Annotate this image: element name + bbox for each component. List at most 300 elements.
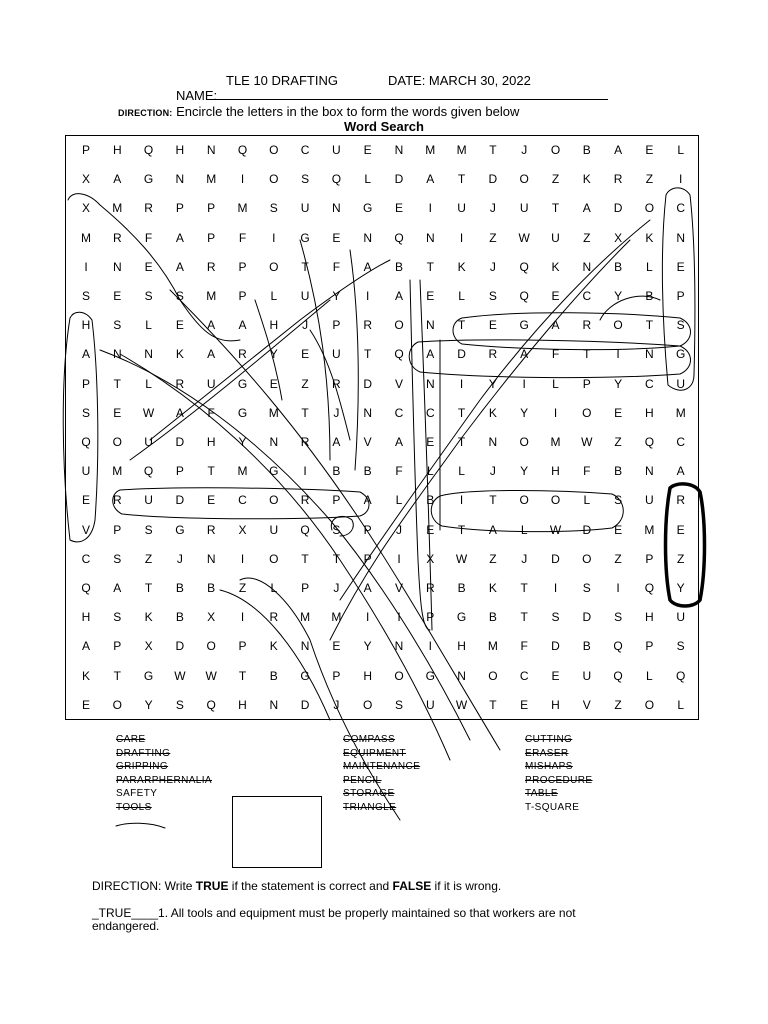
grid-letter[interactable]: R bbox=[269, 610, 279, 625]
grid-letter[interactable]: V bbox=[394, 581, 403, 595]
grid-letter[interactable]: J bbox=[489, 464, 496, 479]
grid-letter[interactable]: M bbox=[206, 172, 217, 187]
grid-letter[interactable]: K bbox=[582, 172, 591, 187]
grid-letter[interactable]: P bbox=[332, 493, 341, 508]
grid-letter[interactable]: W bbox=[205, 668, 217, 683]
grid-letter[interactable]: C bbox=[519, 668, 529, 683]
grid-letter[interactable]: Z bbox=[614, 435, 622, 449]
grid-letter[interactable]: P bbox=[238, 259, 247, 274]
grid-letter[interactable]: X bbox=[614, 230, 623, 245]
grid-letter[interactable]: R bbox=[676, 493, 686, 508]
grid-letter[interactable]: F bbox=[583, 464, 591, 479]
grid-letter[interactable]: E bbox=[81, 697, 90, 712]
grid-letter[interactable]: P bbox=[81, 376, 90, 391]
grid-letter[interactable]: B bbox=[207, 581, 216, 595]
grid-letter[interactable]: P bbox=[238, 639, 247, 654]
grid-letter[interactable]: T bbox=[457, 172, 466, 187]
grid-letter[interactable]: T bbox=[583, 347, 591, 362]
grid-letter[interactable]: E bbox=[332, 639, 341, 654]
grid-letter[interactable]: U bbox=[332, 143, 341, 157]
grid-letter[interactable]: N bbox=[269, 435, 279, 449]
grid-letter[interactable]: L bbox=[364, 172, 372, 187]
grid-letter[interactable]: R bbox=[300, 493, 310, 508]
grid-letter[interactable]: S bbox=[488, 289, 497, 303]
grid-letter[interactable]: O bbox=[269, 143, 279, 157]
grid-letter[interactable]: Z bbox=[301, 376, 309, 391]
grid-letter[interactable]: M bbox=[425, 143, 436, 157]
grid-letter[interactable]: Z bbox=[489, 551, 497, 566]
grid-letter[interactable]: O bbox=[613, 318, 623, 333]
grid-letter[interactable]: U bbox=[144, 435, 153, 449]
grid-letter[interactable]: F bbox=[395, 464, 403, 479]
grid-letter[interactable]: C bbox=[394, 405, 404, 420]
grid-letter[interactable]: Y bbox=[238, 435, 247, 449]
grid-letter[interactable]: J bbox=[333, 581, 340, 595]
grid-letter[interactable]: A bbox=[175, 230, 184, 245]
grid-letter[interactable]: K bbox=[488, 405, 497, 420]
grid-letter[interactable]: W bbox=[518, 230, 530, 245]
grid-letter[interactable]: Q bbox=[300, 522, 310, 537]
grid-letter[interactable]: O bbox=[206, 639, 216, 654]
grid-letter[interactable]: S bbox=[81, 405, 90, 420]
grid-letter[interactable]: H bbox=[238, 697, 247, 712]
grid-letter[interactable]: Q bbox=[237, 143, 248, 157]
grid-letter[interactable]: L bbox=[270, 289, 278, 303]
grid-letter[interactable]: K bbox=[551, 259, 560, 274]
grid-letter[interactable]: B bbox=[175, 581, 184, 595]
grid-letter[interactable]: X bbox=[81, 172, 90, 187]
grid-letter[interactable]: M bbox=[456, 143, 467, 157]
grid-letter[interactable]: O bbox=[394, 318, 404, 333]
grid-letter[interactable]: T bbox=[457, 405, 466, 420]
grid-letter[interactable]: C bbox=[582, 289, 592, 303]
grid-letter[interactable]: I bbox=[553, 405, 558, 420]
grid-letter[interactable]: H bbox=[81, 610, 91, 625]
grid-letter[interactable]: O bbox=[112, 435, 122, 449]
grid-letter[interactable]: A bbox=[207, 347, 216, 362]
grid-letter[interactable]: B bbox=[457, 581, 466, 595]
grid-letter[interactable]: W bbox=[174, 668, 186, 683]
grid-letter[interactable]: U bbox=[551, 230, 560, 245]
grid-letter[interactable]: O bbox=[582, 551, 592, 566]
grid-letter[interactable]: H bbox=[112, 143, 122, 157]
grid-letter[interactable]: Y bbox=[520, 405, 529, 420]
grid-letter[interactable]: C bbox=[676, 435, 686, 449]
grid-letter[interactable]: L bbox=[458, 464, 465, 479]
grid-letter[interactable]: J bbox=[521, 143, 528, 157]
grid-letter[interactable]: G bbox=[300, 230, 310, 245]
grid-letter[interactable]: T bbox=[301, 259, 309, 274]
grid-letter[interactable]: D bbox=[551, 551, 560, 566]
grid-letter[interactable]: O bbox=[488, 668, 498, 683]
grid-letter[interactable]: E bbox=[81, 493, 90, 508]
grid-letter[interactable]: S bbox=[269, 201, 278, 216]
grid-letter[interactable]: H bbox=[175, 143, 185, 157]
grid-letter[interactable]: B bbox=[582, 639, 591, 654]
grid-letter[interactable]: E bbox=[551, 289, 560, 303]
grid-letter[interactable]: E bbox=[207, 493, 216, 508]
grid-letter[interactable]: T bbox=[238, 668, 247, 683]
grid-letter[interactable]: U bbox=[269, 522, 279, 537]
grid-letter[interactable]: D bbox=[175, 493, 185, 508]
grid-letter[interactable]: S bbox=[582, 581, 591, 595]
grid-letter[interactable]: S bbox=[614, 493, 623, 508]
grid-letter[interactable]: U bbox=[645, 493, 654, 508]
grid-letter[interactable]: E bbox=[394, 201, 403, 216]
grid-letter[interactable]: D bbox=[175, 435, 185, 449]
grid-letter[interactable]: T bbox=[520, 581, 528, 595]
grid-letter[interactable]: A bbox=[81, 639, 90, 654]
grid-letter[interactable]: A bbox=[488, 522, 497, 537]
grid-letter[interactable]: N bbox=[206, 551, 216, 566]
grid-letter[interactable]: E bbox=[614, 405, 623, 420]
grid-letter[interactable]: L bbox=[677, 697, 685, 712]
grid-letter[interactable]: U bbox=[519, 201, 529, 216]
grid-letter[interactable]: N bbox=[582, 259, 592, 274]
grid-letter[interactable]: N bbox=[425, 318, 435, 333]
grid-letter[interactable]: M bbox=[112, 201, 123, 216]
grid-letter[interactable]: N bbox=[457, 668, 466, 683]
grid-letter[interactable]: C bbox=[676, 201, 686, 216]
grid-letter[interactable]: V bbox=[394, 376, 403, 391]
grid-letter[interactable]: N bbox=[206, 143, 216, 157]
grid-letter[interactable]: F bbox=[238, 230, 247, 245]
grid-letter[interactable]: U bbox=[300, 201, 310, 216]
grid-letter[interactable]: T bbox=[457, 522, 466, 537]
grid-letter[interactable]: M bbox=[550, 435, 561, 449]
grid-letter[interactable]: U bbox=[425, 697, 435, 712]
grid-letter[interactable]: F bbox=[520, 639, 528, 654]
grid-letter[interactable]: U bbox=[81, 464, 91, 479]
grid-letter[interactable]: F bbox=[144, 230, 153, 245]
grid-letter[interactable]: N bbox=[676, 230, 686, 245]
grid-letter[interactable]: N bbox=[645, 347, 654, 362]
grid-letter[interactable]: O bbox=[644, 697, 655, 712]
grid-letter[interactable]: I bbox=[459, 230, 464, 245]
grid-letter[interactable]: I bbox=[240, 610, 245, 625]
grid-letter[interactable]: A bbox=[551, 318, 560, 333]
grid-letter[interactable]: T bbox=[113, 376, 121, 391]
grid-letter[interactable]: A bbox=[332, 435, 341, 449]
grid-letter[interactable]: J bbox=[302, 318, 309, 333]
grid-letter[interactable]: G bbox=[175, 522, 185, 537]
grid-letter[interactable]: N bbox=[394, 639, 404, 654]
grid-letter[interactable]: Y bbox=[332, 289, 341, 303]
grid-letter[interactable]: U bbox=[144, 493, 153, 508]
grid-letter[interactable]: X bbox=[207, 610, 216, 625]
grid-letter[interactable]: I bbox=[272, 230, 276, 245]
grid-letter[interactable]: A bbox=[81, 347, 90, 362]
grid-letter[interactable]: D bbox=[582, 522, 592, 537]
grid-letter[interactable]: L bbox=[395, 493, 403, 508]
grid-letter[interactable]: N bbox=[300, 639, 310, 654]
grid-letter[interactable]: A bbox=[614, 143, 623, 157]
grid-letter[interactable]: C bbox=[425, 405, 435, 420]
grid-letter[interactable]: N bbox=[394, 143, 404, 157]
grid-letter[interactable]: P bbox=[113, 522, 122, 537]
grid-letter[interactable]: H bbox=[363, 668, 373, 683]
grid-letter[interactable]: P bbox=[81, 143, 90, 157]
grid-letter[interactable]: A bbox=[582, 201, 591, 216]
grid-letter[interactable]: Z bbox=[614, 697, 622, 712]
grid-letter[interactable]: L bbox=[583, 493, 591, 508]
grid-letter[interactable]: G bbox=[143, 172, 154, 187]
grid-letter[interactable]: R bbox=[238, 347, 247, 362]
grid-letter[interactable]: K bbox=[488, 581, 497, 595]
grid-letter[interactable]: I bbox=[397, 610, 401, 625]
grid-letter[interactable]: F bbox=[207, 405, 215, 420]
grid-letter[interactable]: T bbox=[332, 551, 341, 566]
grid-letter[interactable]: Q bbox=[613, 668, 623, 683]
grid-letter[interactable]: J bbox=[521, 551, 528, 566]
grid-letter[interactable]: Z bbox=[583, 230, 591, 245]
grid-letter[interactable]: J bbox=[176, 551, 183, 566]
grid-letter[interactable]: O bbox=[269, 551, 279, 566]
grid-letter[interactable]: N bbox=[332, 201, 341, 216]
grid-letter[interactable]: D bbox=[175, 639, 185, 654]
grid-letter[interactable]: P bbox=[582, 376, 591, 391]
grid-letter[interactable]: I bbox=[428, 201, 432, 216]
grid-letter[interactable]: Q bbox=[613, 639, 623, 654]
grid-letter[interactable]: E bbox=[676, 259, 685, 274]
grid-letter[interactable]: B bbox=[394, 259, 403, 274]
grid-letter[interactable]: D bbox=[613, 201, 623, 216]
grid-letter[interactable]: D bbox=[300, 697, 310, 712]
grid-letter[interactable]: R bbox=[582, 318, 592, 333]
grid-letter[interactable]: I bbox=[459, 493, 464, 508]
grid-letter[interactable]: I bbox=[553, 581, 558, 595]
grid-letter[interactable]: W bbox=[455, 551, 468, 566]
grid-letter[interactable]: J bbox=[489, 201, 496, 216]
grid-letter[interactable]: R bbox=[363, 318, 373, 333]
grid-letter[interactable]: P bbox=[207, 201, 216, 216]
grid-letter[interactable]: S bbox=[676, 318, 685, 333]
grid-letter[interactable]: M bbox=[81, 230, 91, 245]
grid-letter[interactable]: B bbox=[614, 464, 623, 479]
grid-letter[interactable]: O bbox=[269, 259, 279, 274]
grid-letter[interactable]: G bbox=[425, 668, 435, 683]
grid-letter[interactable]: U bbox=[582, 668, 592, 683]
grid-letter[interactable]: T bbox=[489, 697, 497, 712]
grid-letter[interactable]: A bbox=[363, 493, 372, 508]
grid-letter[interactable]: S bbox=[113, 551, 122, 566]
grid-letter[interactable]: Z bbox=[551, 172, 560, 187]
grid-letter[interactable]: O bbox=[582, 405, 592, 420]
grid-letter[interactable]: K bbox=[645, 230, 654, 245]
grid-letter[interactable]: Y bbox=[614, 289, 623, 303]
grid-letter[interactable]: O bbox=[394, 668, 404, 683]
grid-letter[interactable]: X bbox=[426, 551, 435, 566]
grid-letter[interactable]: X bbox=[144, 639, 153, 654]
grid-letter[interactable]: M bbox=[237, 201, 248, 216]
grid-letter[interactable]: R bbox=[206, 522, 216, 537]
grid-letter[interactable]: Z bbox=[238, 581, 247, 595]
grid-letter[interactable]: X bbox=[238, 522, 247, 537]
grid-letter[interactable]: D bbox=[582, 610, 592, 625]
grid-letter[interactable]: I bbox=[84, 259, 88, 274]
grid-letter[interactable]: R bbox=[300, 435, 310, 449]
grid-letter[interactable]: E bbox=[645, 143, 654, 157]
grid-letter[interactable]: M bbox=[300, 610, 311, 625]
grid-letter[interactable]: B bbox=[645, 289, 654, 303]
grid-letter[interactable]: A bbox=[520, 347, 529, 362]
grid-letter[interactable]: P bbox=[207, 230, 216, 245]
grid-letter[interactable]: B bbox=[582, 143, 591, 157]
grid-letter[interactable]: O bbox=[644, 201, 655, 216]
grid-letter[interactable]: E bbox=[113, 405, 122, 420]
grid-letter[interactable]: A bbox=[175, 259, 184, 274]
grid-letter[interactable]: A bbox=[676, 464, 685, 479]
grid-letter[interactable]: I bbox=[459, 376, 464, 391]
grid-letter[interactable]: P bbox=[175, 201, 184, 216]
grid-letter[interactable]: O bbox=[519, 172, 529, 187]
grid-letter[interactable]: L bbox=[520, 522, 528, 537]
grid-letter[interactable]: I bbox=[616, 347, 620, 362]
grid-letter[interactable]: T bbox=[301, 405, 309, 420]
grid-letter[interactable]: A bbox=[207, 318, 216, 333]
grid-letter[interactable]: E bbox=[614, 522, 623, 537]
grid-letter[interactable]: S bbox=[332, 522, 341, 537]
grid-letter[interactable]: Q bbox=[81, 435, 91, 449]
grid-letter[interactable]: L bbox=[270, 581, 278, 595]
grid-letter[interactable]: V bbox=[363, 435, 372, 449]
grid-letter[interactable]: O bbox=[269, 172, 279, 187]
grid-letter[interactable]: Z bbox=[645, 172, 654, 187]
grid-letter[interactable]: P bbox=[363, 551, 372, 566]
grid-letter[interactable]: N bbox=[425, 376, 435, 391]
grid-letter[interactable]: O bbox=[112, 697, 122, 712]
grid-letter[interactable]: N bbox=[112, 259, 122, 274]
grid-letter[interactable]: M bbox=[331, 610, 342, 625]
grid-letter[interactable]: W bbox=[142, 405, 155, 420]
grid-letter[interactable]: A bbox=[113, 172, 122, 187]
grid-letter[interactable]: S bbox=[144, 522, 153, 537]
grid-letter[interactable]: N bbox=[645, 464, 654, 479]
grid-letter[interactable]: E bbox=[676, 522, 685, 537]
grid-letter[interactable]: K bbox=[144, 610, 153, 625]
grid-letter[interactable]: T bbox=[520, 610, 528, 625]
grid-letter[interactable]: P bbox=[332, 318, 341, 333]
grid-letter[interactable]: B bbox=[175, 610, 184, 625]
grid-letter[interactable]: T bbox=[426, 259, 434, 274]
grid-letter[interactable]: H bbox=[81, 318, 91, 333]
grid-letter[interactable]: E bbox=[144, 259, 153, 274]
grid-letter[interactable]: Z bbox=[614, 551, 622, 566]
grid-letter[interactable]: Q bbox=[143, 143, 154, 157]
grid-letter[interactable]: Q bbox=[519, 289, 529, 303]
grid-letter[interactable]: H bbox=[269, 318, 279, 333]
grid-letter[interactable]: T bbox=[457, 318, 466, 333]
grid-letter[interactable]: W bbox=[549, 522, 562, 537]
grid-letter[interactable]: U bbox=[676, 376, 686, 391]
grid-letter[interactable]: M bbox=[644, 522, 655, 537]
grid-letter[interactable]: P bbox=[363, 522, 372, 537]
grid-letter[interactable]: E bbox=[488, 318, 497, 333]
grid-letter[interactable]: K bbox=[457, 259, 466, 274]
grid-letter[interactable]: M bbox=[487, 639, 498, 654]
grid-letter[interactable]: W bbox=[581, 435, 593, 449]
grid-letter[interactable]: R bbox=[613, 172, 623, 187]
grid-letter[interactable]: A bbox=[363, 581, 372, 595]
grid-letter[interactable]: L bbox=[677, 143, 685, 157]
grid-letter[interactable]: O bbox=[363, 697, 373, 712]
grid-letter[interactable]: R bbox=[144, 201, 153, 216]
grid-letter[interactable]: L bbox=[552, 376, 559, 391]
grid-letter[interactable]: N bbox=[269, 697, 279, 712]
grid-letter[interactable]: F bbox=[551, 347, 560, 362]
grid-letter[interactable]: G bbox=[300, 668, 310, 683]
grid-letter[interactable]: O bbox=[269, 493, 279, 508]
answer-box[interactable] bbox=[232, 796, 322, 868]
word-search-grid[interactable] bbox=[65, 135, 699, 720]
grid-letter[interactable]: P bbox=[676, 289, 685, 303]
grid-letter[interactable]: I bbox=[679, 172, 683, 187]
grid-letter[interactable]: I bbox=[303, 464, 307, 479]
grid-letter[interactable]: C bbox=[81, 551, 91, 566]
grid-letter[interactable]: M bbox=[112, 464, 123, 479]
grid-letter[interactable]: A bbox=[113, 581, 122, 595]
grid-letter[interactable]: P bbox=[426, 610, 435, 625]
grid-letter[interactable]: S bbox=[113, 318, 122, 333]
grid-letter[interactable]: E bbox=[175, 318, 184, 333]
grid-letter[interactable]: S bbox=[394, 697, 403, 712]
grid-letter[interactable]: Q bbox=[644, 581, 655, 595]
grid-letter[interactable]: P bbox=[332, 668, 341, 683]
grid-letter[interactable]: T bbox=[301, 551, 309, 566]
grid-letter[interactable]: A bbox=[238, 318, 247, 333]
grid-letter[interactable]: F bbox=[332, 259, 341, 274]
grid-letter[interactable]: I bbox=[240, 551, 245, 566]
grid-letter[interactable]: Z bbox=[489, 230, 497, 245]
grid-letter[interactable]: L bbox=[426, 464, 434, 479]
grid-letter[interactable]: I bbox=[616, 581, 620, 595]
grid-letter[interactable]: P bbox=[113, 639, 122, 654]
grid-letter[interactable]: G bbox=[519, 318, 529, 333]
grid-letter[interactable]: R bbox=[206, 259, 216, 274]
grid-letter[interactable]: G bbox=[143, 668, 154, 683]
grid-letter[interactable]: Q bbox=[644, 435, 655, 449]
grid-letter[interactable]: B bbox=[363, 464, 372, 479]
grid-letter[interactable]: R bbox=[112, 230, 122, 245]
grid-letter[interactable]: B bbox=[269, 668, 278, 683]
grid-letter[interactable]: Q bbox=[143, 464, 154, 479]
grid-letter[interactable]: J bbox=[333, 405, 340, 420]
grid-letter[interactable]: V bbox=[582, 697, 591, 712]
grid-letter[interactable]: S bbox=[175, 289, 184, 303]
grid-letter[interactable]: S bbox=[676, 639, 685, 654]
grid-letter[interactable]: S bbox=[614, 610, 623, 625]
grid-letter[interactable]: D bbox=[457, 347, 466, 362]
grid-letter[interactable]: H bbox=[206, 435, 216, 449]
grid-letter[interactable]: Q bbox=[394, 230, 404, 245]
grid-letter[interactable]: Y bbox=[488, 376, 497, 391]
grid-letter[interactable]: L bbox=[646, 259, 653, 274]
grid-letter[interactable]: T bbox=[551, 201, 560, 216]
grid-letter[interactable]: A bbox=[426, 347, 435, 362]
grid-letter[interactable]: K bbox=[81, 668, 90, 683]
grid-letter[interactable]: O bbox=[519, 493, 529, 508]
grid-letter[interactable]: P bbox=[175, 464, 184, 479]
grid-letter[interactable]: T bbox=[207, 464, 215, 479]
grid-letter[interactable]: R bbox=[332, 376, 341, 391]
grid-letter[interactable]: B bbox=[488, 610, 497, 625]
grid-letter[interactable]: E bbox=[520, 697, 529, 712]
grid-letter[interactable]: S bbox=[81, 289, 90, 303]
grid-letter[interactable]: E bbox=[113, 289, 122, 303]
grid-letter[interactable]: I bbox=[428, 639, 432, 654]
grid-letter[interactable]: O bbox=[519, 435, 529, 449]
grid-letter[interactable]: H bbox=[645, 610, 654, 625]
